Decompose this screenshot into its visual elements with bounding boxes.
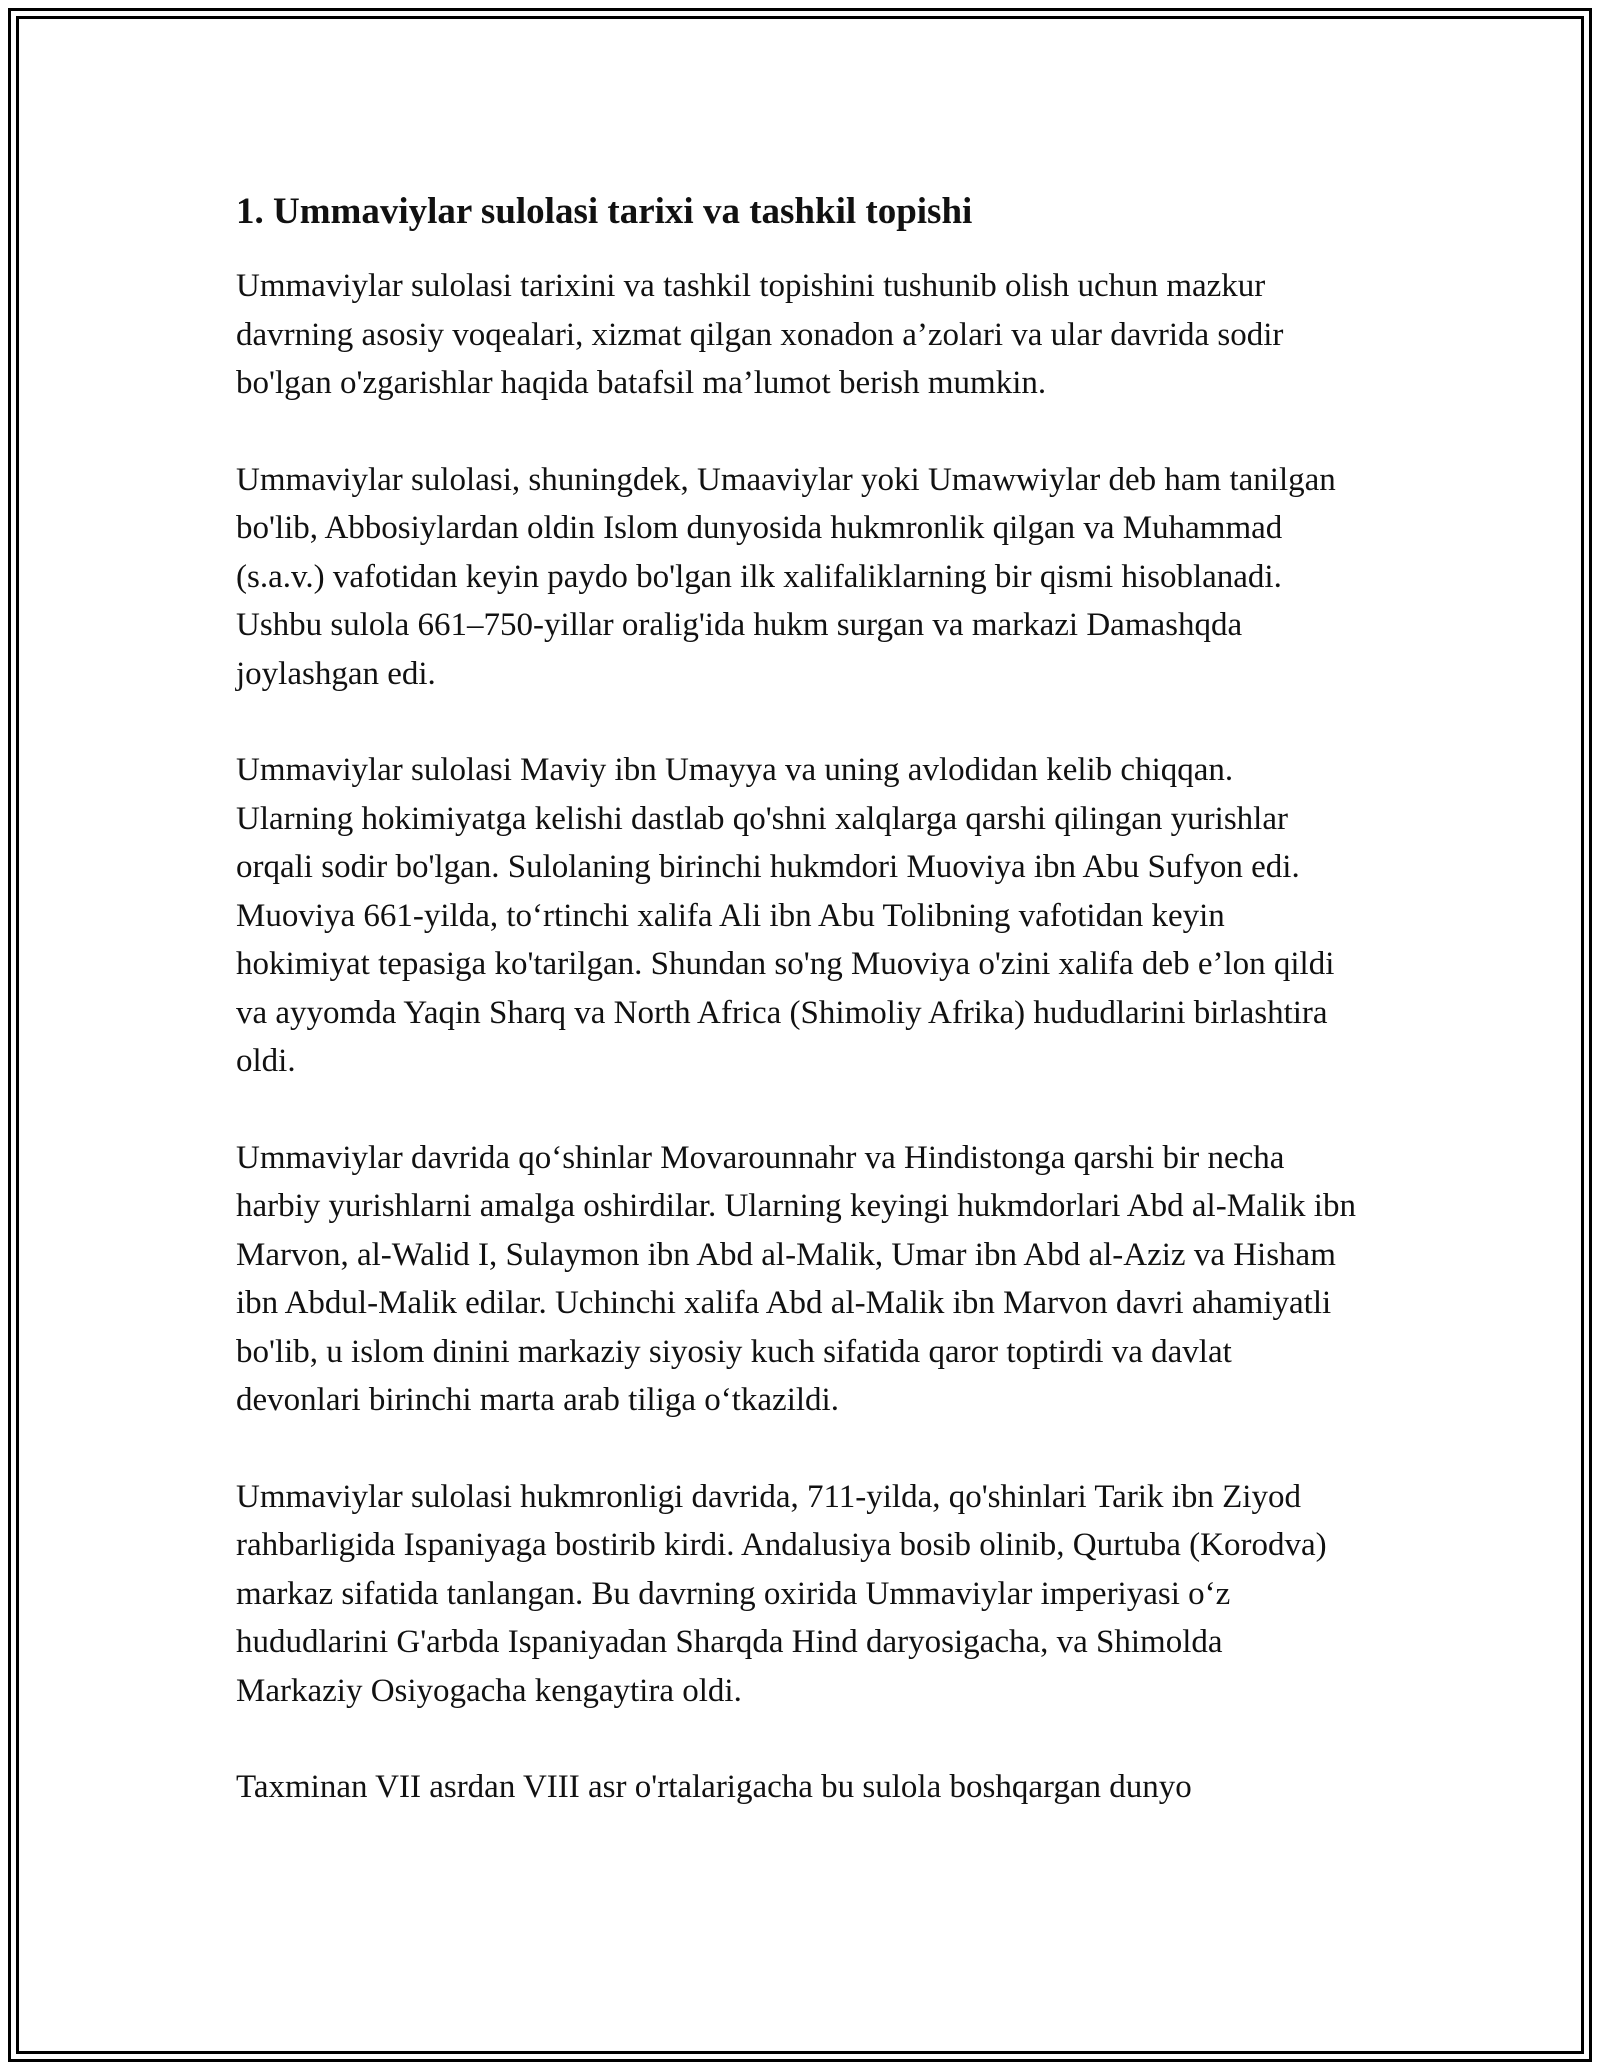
paragraph-intro: Ummaviylar sulolasi tarixini va tashkil topishini tushunib olish uchun mazkur davrning asosiy voqealari, xizmat qilgan xonadon a’zolari va ular davrida sodir bo'lgan o'zgarishlar haqida batafsil ma’lumot berish mumkin. [236, 268, 1284, 401]
paragraph-spain: Ummaviylar sulolasi hukmronligi davrida, 711-yilda, qo'shinlari Tarik ibn Ziyod rahbarligida Ispaniyaga bostirib kirdi. Andalusiya bosib olinib, Qurtuba (Korodva) markaz sifatida tanlangan. Bu davrning oxirida Ummaviylar imperiyasi o‘z hududlarini G'arbda Ispaniyadan Sharqda Hind daryosigacha, va Shimolda Markaziy Osiyogacha kengaytira oldi. [236, 1478, 1327, 1709]
document-body [236, 188, 1356, 1860]
section-heading: 1. Ummaviylar sulolasi tarixi va tashkil topishi [236, 191, 973, 232]
paragraph-continuation: Taxminan VII asrdan VIII asr o'rtalarigacha bu sulola boshqargan dunyo [236, 1769, 1192, 1805]
paragraph-origins: Ummaviylar sulolasi Maviy ibn Umayya va uning avlodidan kelib chiqqan. Ularning hokimiyatga kelishi dastlab qo'shni xalqlarga qarshi qilingan yurishlar orqali sodir bo'lgan. Sulolaning birinchi hukmdori Muoviya ibn Abu Sufyon edi. Muoviya 661-yilda, to‘rtinchi xalifa Ali ibn Abu Tolibning vafotidan keyin hokimiyat tepasiga ko'tarilgan. Shundan so'ng Muoviya o'zini xalifa deb e’lon qildi va ayyomda Yaqin Sharq va North Africa (Shimoliy Afrika) hududlarini birlashtira oldi. [236, 752, 1335, 1079]
paragraph-campaigns: Ummaviylar davrida qo‘shinlar Movarounnahr va Hindistonga qarshi bir necha harbiy yurishlarni amalga oshirdilar. Ularning keyingi hukmdorlari Abd al-Malik ibn Marvon, al-Walid I, Sulaymon ibn Abd al-Malik, Umar ibn Abd al-Aziz va Hisham ibn Abdul-Malik edilar. Uchinchi xalifa Abd al-Malik ibn Marvon davri ahamiyatli bo'lib, u islom dinini markaziy siyosiy kuch sifatida qaror toptirdi va davlat devonlari birinchi marta arab tiliga o‘tkazildi. [236, 1139, 1356, 1418]
paragraph-overview: Ummaviylar sulolasi, shuningdek, Umaaviylar yoki Umawwiylar deb ham tanilgan bo'lib, Abbosiylardan oldin Islom dunyosida hukmronlik qilgan va Muhammad (s.a.v.) vafotidan keyin paydo bo'lgan ilk xalifaliklarning bir qismi hisoblanadi. Ushbu sulola 661–750-yillar oralig'ida hukm surgan va markazi Damashqda joylashgan edi. [236, 461, 1336, 692]
